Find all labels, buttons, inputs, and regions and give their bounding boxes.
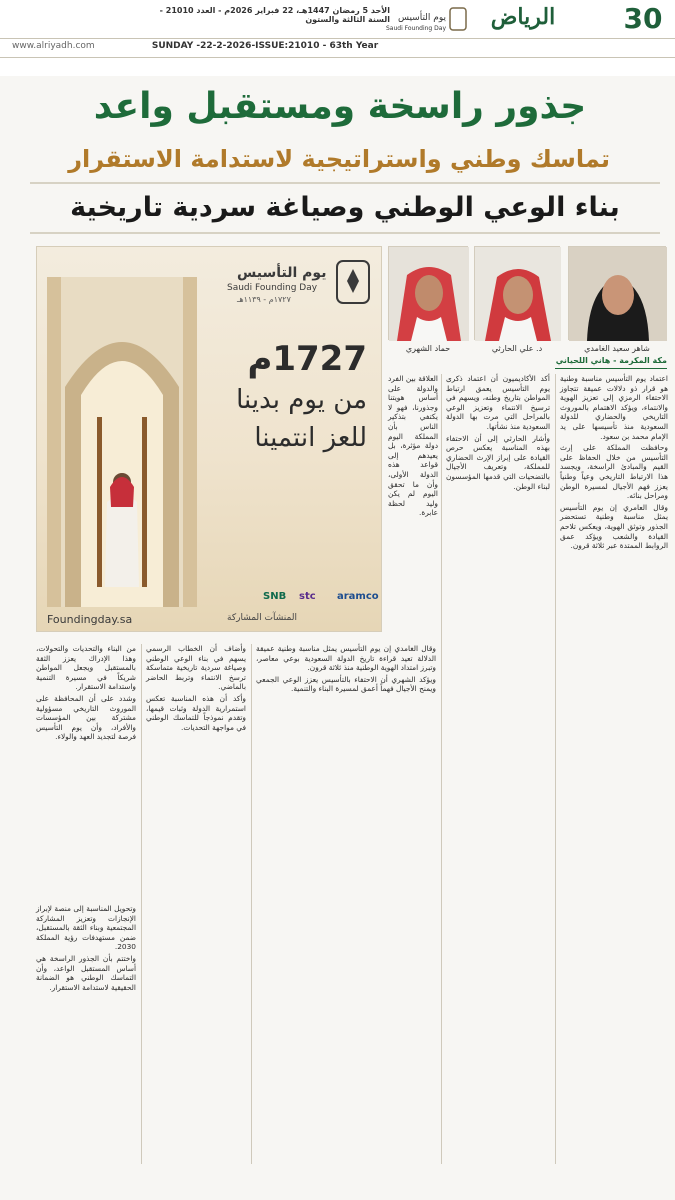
article-column-1: [560, 374, 668, 1164]
ad-year: 1727م: [247, 339, 367, 379]
ad-sponsors: [37, 587, 383, 609]
page-number: 30: [623, 2, 663, 35]
byline-rule: [555, 368, 667, 369]
founding-day-advertisement: [36, 246, 382, 632]
sub-headline: تماسك وطني واستراتيجية لاستدامة الاستقرار: [68, 145, 610, 173]
person-photo-icon: [569, 247, 667, 341]
portrait-photo-2: [474, 246, 560, 340]
paragraph: واختتم بأن الجذور الراسخة هي أساس المستقبل الواعد، وأن التماسك الوطني هو الضمانة الحقيقية لاستدامة الاستقرار.: [36, 953, 136, 992]
section-title: بناء الوعي الوطني وصياغة سردية تاريخية: [70, 192, 620, 223]
sponsor-aramco: aramco: [337, 591, 379, 602]
ad-slogan-line1: من يوم بدينا: [236, 385, 367, 415]
sponsor-stc: stc: [299, 591, 316, 602]
column-divider: [251, 644, 252, 1164]
issue-date-english: SUNDAY -22-2-2026-ISSUE:21010 - 63th Year: [151, 41, 379, 51]
paragraph: وأشار الحارثي إلى أن الاحتفاء بهذه المناسبة يعكس حرص القيادة على إبراز الإرث الحضاري للمملكة، وتعريف الأجيال بالتضحيات التي قدمها المؤسسون لبناء الوطن.: [446, 433, 550, 491]
sponsor-snb: SNB: [263, 591, 287, 602]
paragraph: وتحويل المناسبة إلى منصة لإبراز الإنجازات وتعزيز المشاركة المجتمعية وبناء الثقة بالمستقبل، ضمن مستهدفات رؤية المملكة 2030.: [36, 904, 136, 952]
ad-logo-years: ١٧٢٧م - ١١٣٩هـ: [237, 295, 291, 304]
masthead: [0, 0, 675, 76]
founding-day-logo-text: يوم التأسيس: [397, 13, 446, 23]
portrait-photo-3: [388, 246, 468, 340]
article-column-4: [146, 644, 246, 1164]
column-divider: [555, 374, 556, 1164]
column-divider: [141, 644, 142, 1164]
ad-slogan-line2: للعز انتمينا: [254, 423, 367, 453]
paragraph: وأضاف أن الخطاب الرسمي يسهم في بناء الوعي الوطني وصياغة سردية تاريخية متماسكة ترسخ الانتماء وتربط الحاضر بالماضي.: [146, 644, 246, 692]
paragraph: اعتماد يوم التأسيس مناسبة وطنية هو قرار ذو دلالات عميقة تتجاوز الاحتفاء الرمزي إلى تعزيز الهوية والانتماء، ويؤكد الاهتمام بالموروث التاريخي والحضاري للدولة السعودية منذ تأسيسها على يد الإمام محمد بن سعود.: [560, 374, 668, 441]
article-column-3: [256, 644, 436, 1164]
column-divider: [441, 374, 442, 1164]
paragraph: ويؤكد الشهري أن الاحتفاء بالتأسيس يعزز الوعي الجمعي ويمنح الأجيال فهماً أعمق لمسيرة البناء والتنمية.: [256, 674, 436, 694]
paragraph: وقال الغامدي إن يوم التأسيس يمثل مناسبة وطنية عميقة الدلالة تعيد قراءة تاريخ الدولة السعودية بوعي معاصر، وتبرز امتداد الهوية الوطنية منذ ثلاثة قرون.: [256, 644, 436, 673]
article-column-5: [36, 644, 136, 904]
founding-day-logo-icon: [385, 4, 470, 36]
person-photo-icon: [389, 247, 469, 341]
ad-logo-english: Saudi Founding Day: [227, 283, 318, 293]
article-column-3-top: [388, 374, 438, 644]
paragraph: أكد الأكاديميون أن اعتماد ذكرى يوم التأسيس يعمق ارتباط المواطن بتاريخ وطنه، ويسهم في ترسيخ الانتماء وتعزيز الوعي بالمراحل التي مرت بها الدولة السعودية منذ نشأتها.: [446, 374, 550, 431]
article-byline: مكة المكرمة - هاني اللحياني: [555, 356, 667, 365]
paragraph: من البناء والتحديات والتحولات، وهذا الإدراك يعزز الثقة بالمستقبل ويجعل المواطن شريكاً في مسيرة التنمية واستدامة الاستقرار.: [36, 644, 136, 692]
paragraph: العلاقة بين الفرد والدولة على أساس هويتنا وجذورنا، فهو لا يكتفي بتذكير الناس بأن المملكة اليوم دولة مؤثرة، بل يعيدهم إلى قواعد هذه الدولة الأولى، وأن ما تحقق اليوم لم يكن وليد لحظة عابرة.: [388, 374, 438, 518]
founding-day-logo-text-en: Saudi Founding Day: [385, 25, 446, 32]
issue-date-arabic: الأحد 5 رمضان 1447هـ، 22 فبراير 2026م - العدد 21010 - السنة الثالثة والستون: [159, 6, 390, 24]
paragraph: وحافظت المملكة على إرث التأسيس من خلال الحفاظ على القيم والمبادئ الراسخة، ويجسد هذا الارتباط التاريخي وعياً وطنياً يعزز فهم الأجيال لمسيرة الوطن ومراحل بنائه.: [560, 443, 668, 501]
paragraph: وأكد أن هذه المناسبة تعكس استمرارية الدولة وثبات قيمها، وتقدم نموذجاً للتماسك الوطني في مواجهة التحديات.: [146, 693, 246, 732]
founding-day-emblem-icon: [333, 259, 373, 305]
portrait-caption-2: د. علي الحارثي: [491, 344, 543, 353]
portrait-photo-1: [568, 246, 666, 340]
portrait-caption-3: حماد الشهري: [405, 344, 451, 353]
article-column-6: [36, 904, 136, 1164]
website-url: www.alriyadh.com: [12, 41, 95, 51]
paragraph: وشدد على أن المحافظة على الموروث التاريخي مسؤولية مشتركة بين المؤسسات والأفراد، وأن يوم التأسيس فرصة لتجديد العهد والولاء.: [36, 693, 136, 742]
main-headline: جذور راسخة ومستقبل واعد: [93, 86, 587, 127]
ad-logo-arabic: يوم التأسيس: [237, 265, 327, 281]
ad-website: Foundingday.sa: [47, 613, 133, 626]
portrait-caption-1: شاهر سعيد الغامدي: [584, 344, 650, 353]
article-column-2: [446, 374, 550, 1164]
paragraph: وقال العامري إن يوم التأسيس يمثل مناسبة وطنية تستحضر الجذور وتوثق الهوية، ويعكس تلاحم القيادة والشعب ويؤكد عمق الروابط الممتدة عبر ثلاثة قرون.: [560, 502, 668, 551]
ad-signature: المنشآت المشاركة: [227, 613, 297, 623]
person-photo-icon: [475, 247, 561, 341]
newspaper-logo: الرياض: [490, 4, 556, 30]
